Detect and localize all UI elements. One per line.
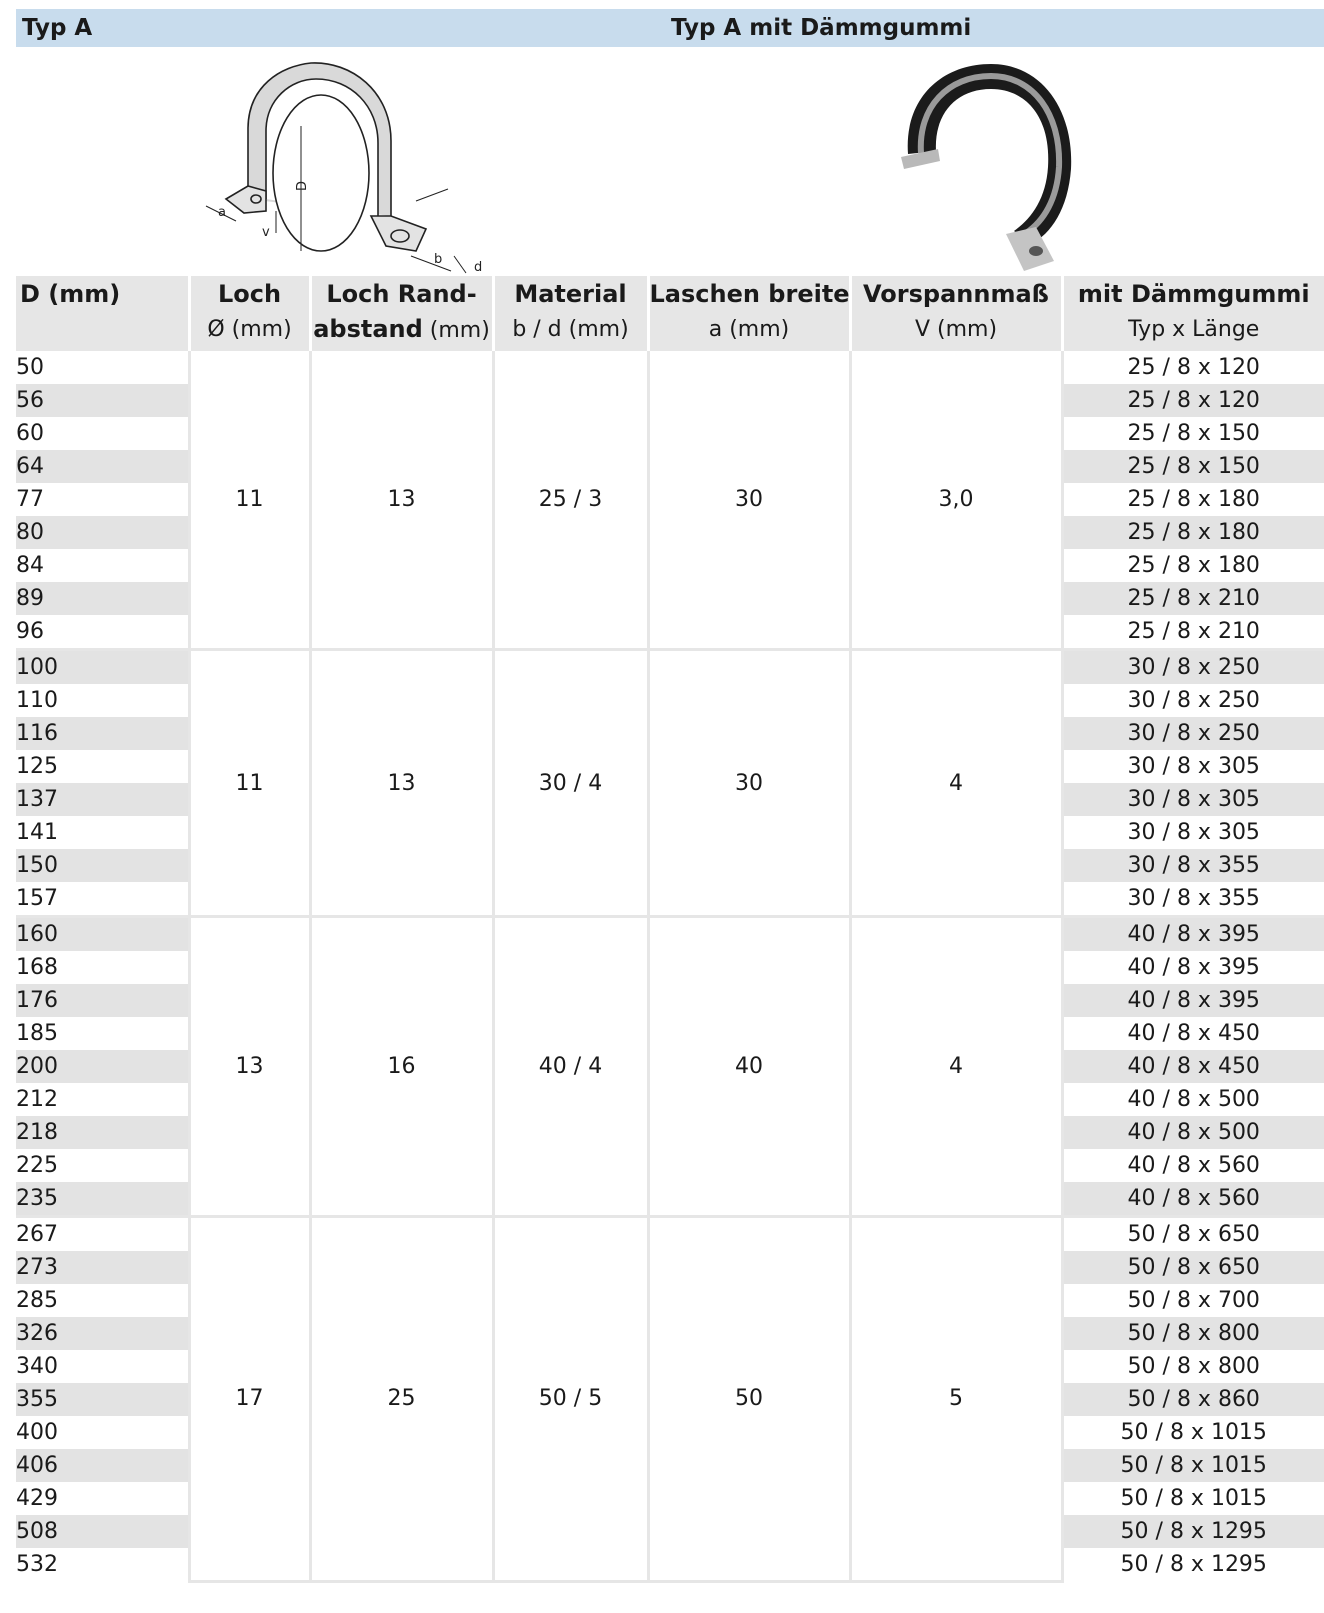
- cell-daemmgummi-typ: 25 / 8 x 210: [1062, 582, 1324, 615]
- cell-daemmgummi-typ: 25 / 8 x 180: [1062, 483, 1324, 516]
- header-d-mm: D (mm): [16, 276, 189, 351]
- cell-daemmgummi-typ: 25 / 8 x 180: [1062, 516, 1324, 549]
- cell-daemmgummi-typ: 30 / 8 x 305: [1062, 783, 1324, 816]
- cell-diameter: 100: [16, 650, 189, 685]
- cell-daemmgummi-typ: 50 / 8 x 1295: [1062, 1548, 1324, 1581]
- cell-daemmgummi-typ: 30 / 8 x 355: [1062, 849, 1324, 882]
- header-loch-randabstand: Loch Rand- abstand (mm): [310, 276, 493, 351]
- cell-diameter: 508: [16, 1515, 189, 1548]
- header-laschen-breite: Laschen breite a (mm): [648, 276, 850, 351]
- cell-diameter: 185: [16, 1021, 58, 1046]
- cell-diameter: 355: [16, 1383, 189, 1416]
- cell-daemmgummi-typ: 40 / 8 x 450: [1062, 1017, 1324, 1050]
- cell-diameter: 212: [16, 1087, 58, 1112]
- cell-laschen-breite: 40: [648, 917, 850, 1217]
- cell-daemmgummi-typ: 30 / 8 x 250: [1062, 684, 1324, 717]
- cell-daemmgummi-typ: 30 / 8 x 355: [1062, 882, 1324, 917]
- header-material: Material b / d (mm): [493, 276, 648, 351]
- cell-diameter: 50: [16, 355, 44, 380]
- cell-daemmgummi-typ: 30 / 8 x 305: [1062, 816, 1324, 849]
- cell-diameter: 56: [16, 384, 189, 417]
- cell-daemmgummi-typ: 50 / 8 x 1015: [1062, 1416, 1324, 1449]
- dimension-label-d-thickness: d: [474, 260, 483, 275]
- cell-vorspannmass: 3,0: [850, 351, 1062, 650]
- cell-daemmgummi-typ: 50 / 8 x 650: [1062, 1217, 1324, 1252]
- cell-diameter: 77: [16, 487, 44, 512]
- cell-daemmgummi-typ: 30 / 8 x 250: [1062, 717, 1324, 750]
- cell-daemmgummi-typ: 30 / 8 x 305: [1062, 750, 1324, 783]
- cell-loch: 11: [189, 650, 310, 917]
- cell-diameter: 267: [16, 1217, 189, 1252]
- cell-diameter: 96: [16, 619, 44, 644]
- table-row: [16, 650, 1324, 685]
- cell-daemmgummi-typ: 40 / 8 x 500: [1062, 1116, 1324, 1149]
- cell-daemmgummi-typ: 50 / 8 x 1015: [1062, 1449, 1324, 1482]
- cell-loch: 11: [189, 351, 310, 650]
- cell-loch-randabstand: 13: [310, 650, 493, 917]
- cell-diameter: 80: [16, 516, 189, 549]
- dimension-label-a: a: [218, 205, 226, 220]
- cell-daemmgummi-typ: 50 / 8 x 650: [1062, 1251, 1324, 1284]
- cell-daemmgummi-typ: 40 / 8 x 560: [1062, 1182, 1324, 1217]
- cell-daemmgummi-typ: 25 / 8 x 180: [1062, 549, 1324, 582]
- cell-vorspannmass: 4: [850, 650, 1062, 917]
- cell-daemmgummi-typ: 25 / 8 x 120: [1062, 384, 1324, 417]
- cell-material: 40 / 4: [493, 917, 648, 1217]
- title-bar: [16, 9, 1324, 47]
- cell-diameter: 157: [16, 886, 58, 911]
- cell-daemmgummi-typ: 40 / 8 x 395: [1062, 984, 1324, 1017]
- cell-laschen-breite: 30: [648, 650, 850, 917]
- cell-loch-randabstand: 13: [310, 351, 493, 650]
- cell-diameter: 340: [16, 1354, 58, 1379]
- cell-daemmgummi-typ: 30 / 8 x 250: [1062, 650, 1324, 685]
- cell-daemmgummi-typ: 40 / 8 x 450: [1062, 1050, 1324, 1083]
- cell-diameter: 137: [16, 783, 189, 816]
- cell-diameter: 176: [16, 984, 189, 1017]
- pipe-clamp-technical-drawing: [186, 51, 506, 276]
- cell-daemmgummi-typ: 40 / 8 x 560: [1062, 1149, 1324, 1182]
- datasheet-page: [16, 9, 1324, 1583]
- cell-diameter: 326: [16, 1317, 189, 1350]
- cell-diameter: 273: [16, 1251, 189, 1284]
- cell-diameter: 110: [16, 688, 58, 713]
- cell-daemmgummi-typ: 50 / 8 x 860: [1062, 1383, 1324, 1416]
- cell-diameter: 429: [16, 1486, 58, 1511]
- dimension-label-v: v: [262, 225, 270, 240]
- cell-diameter: 218: [16, 1116, 189, 1149]
- dimension-table: [16, 276, 1324, 1583]
- dimension-label-d-diameter: D: [295, 180, 310, 191]
- cell-diameter: 141: [16, 820, 58, 845]
- cell-diameter: 116: [16, 717, 189, 750]
- cell-diameter: 532: [16, 1552, 58, 1577]
- table-row: [16, 351, 1324, 384]
- cell-diameter: 160: [16, 917, 189, 952]
- cell-daemmgummi-typ: 40 / 8 x 395: [1062, 951, 1324, 984]
- header-mit-daemmgummi: mit Dämmgummi Typ x Länge: [1062, 276, 1324, 351]
- cell-material: 25 / 3: [493, 351, 648, 650]
- cell-diameter: 60: [16, 421, 44, 446]
- pipe-clamp-rubber-photo: [896, 49, 1086, 274]
- header-loch: Loch Ø (mm): [189, 276, 310, 351]
- cell-laschen-breite: 30: [648, 351, 850, 650]
- cell-loch-randabstand: 25: [310, 1217, 493, 1582]
- cell-diameter: 84: [16, 553, 44, 578]
- cell-diameter: 150: [16, 849, 189, 882]
- cell-daemmgummi-typ: 40 / 8 x 500: [1062, 1083, 1324, 1116]
- cell-loch: 13: [189, 917, 310, 1217]
- cell-daemmgummi-typ: 25 / 8 x 210: [1062, 615, 1324, 650]
- title-typ-a: Typ A: [22, 15, 93, 41]
- cell-diameter: 125: [16, 754, 58, 779]
- cell-diameter: 89: [16, 582, 189, 615]
- cell-diameter: 406: [16, 1449, 189, 1482]
- cell-daemmgummi-typ: 40 / 8 x 395: [1062, 917, 1324, 952]
- cell-daemmgummi-typ: 50 / 8 x 1015: [1062, 1482, 1324, 1515]
- cell-daemmgummi-typ: 25 / 8 x 150: [1062, 450, 1324, 483]
- cell-diameter: 168: [16, 955, 58, 980]
- cell-daemmgummi-typ: 25 / 8 x 120: [1062, 351, 1324, 384]
- cell-daemmgummi-typ: 50 / 8 x 800: [1062, 1350, 1324, 1383]
- table-row: [16, 1217, 1324, 1252]
- cell-vorspannmass: 4: [850, 917, 1062, 1217]
- dimension-label-b: b: [434, 252, 443, 267]
- table-body: [16, 351, 1324, 1581]
- cell-daemmgummi-typ: 50 / 8 x 700: [1062, 1284, 1324, 1317]
- table-row: [16, 917, 1324, 952]
- table-header-row: [16, 276, 1324, 351]
- cell-diameter: 64: [16, 450, 189, 483]
- cell-diameter: 235: [16, 1182, 189, 1217]
- cell-vorspannmass: 5: [850, 1217, 1062, 1582]
- cell-diameter: 285: [16, 1288, 58, 1313]
- header-vorspannmass: Vorspannmaß V (mm): [850, 276, 1062, 351]
- title-typ-a-daemmgummi: Typ A mit Dämmgummi: [671, 15, 972, 41]
- cell-loch: 17: [189, 1217, 310, 1582]
- cell-material: 30 / 4: [493, 650, 648, 917]
- cell-material: 50 / 5: [493, 1217, 648, 1582]
- product-images: [16, 47, 1324, 276]
- cell-diameter: 400: [16, 1420, 58, 1445]
- cell-daemmgummi-typ: 25 / 8 x 150: [1062, 417, 1324, 450]
- cell-loch-randabstand: 16: [310, 917, 493, 1217]
- cell-daemmgummi-typ: 50 / 8 x 1295: [1062, 1515, 1324, 1548]
- cell-daemmgummi-typ: 50 / 8 x 800: [1062, 1317, 1324, 1350]
- cell-diameter: 200: [16, 1050, 189, 1083]
- cell-diameter: 225: [16, 1153, 58, 1178]
- cell-laschen-breite: 50: [648, 1217, 850, 1582]
